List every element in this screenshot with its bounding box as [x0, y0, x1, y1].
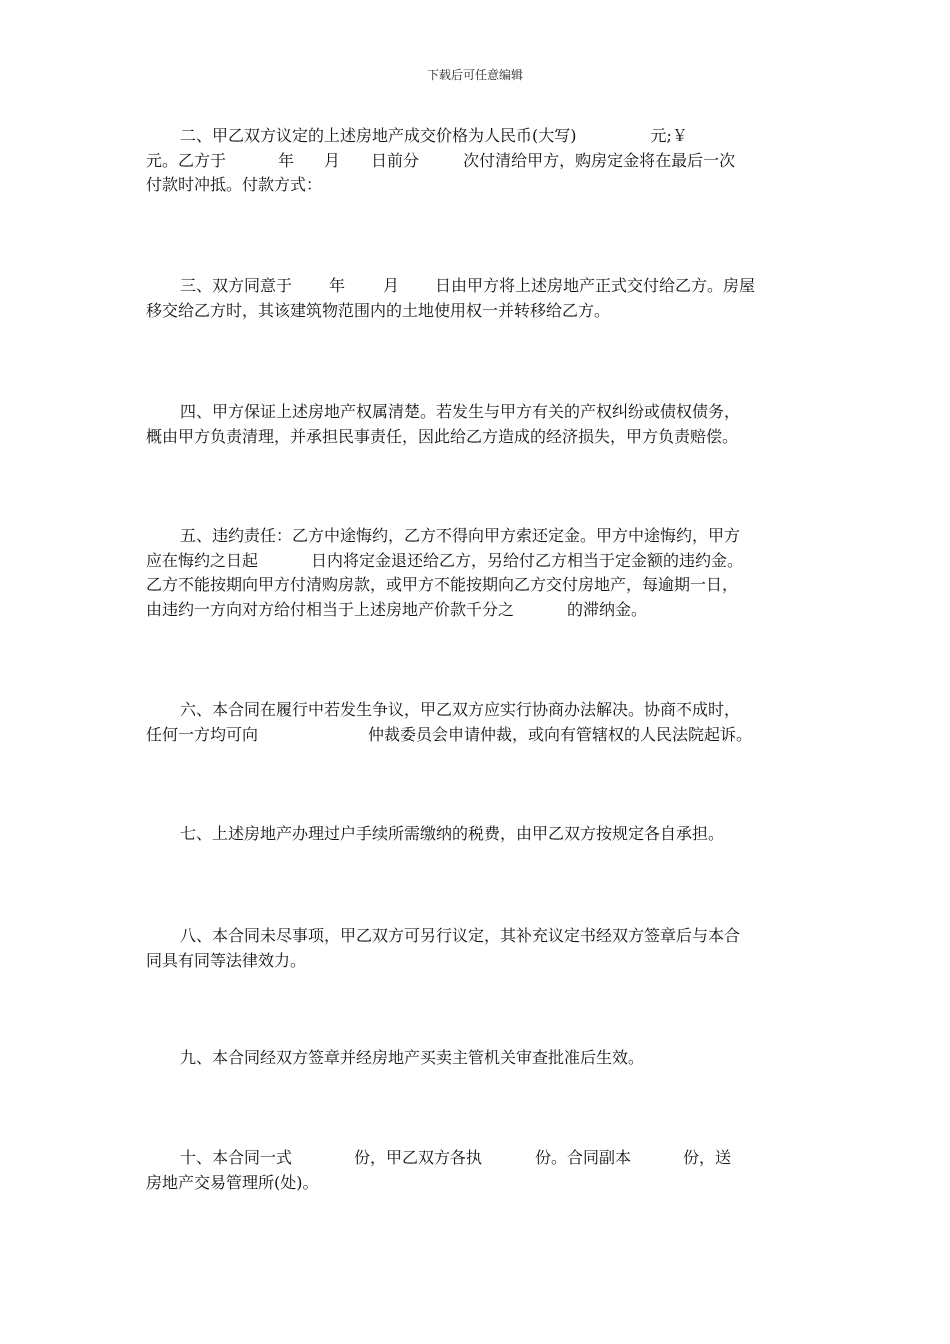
clause-5-line-4: 由违约一方向对方给付相当于上述房地产价款千分之 的滞纳金。 [146, 599, 648, 619]
clause-4 [146, 400, 806, 449]
clause-2-line-1: 二、甲乙双方议定的上述房地产成交价格为人民币(大写) 元;￥ [180, 126, 688, 145]
clause-9 [146, 1046, 806, 1071]
clause-3-line-1: 三、双方同意于 年 月 日由甲方将上述房地产正式交付给乙方。房屋 [180, 276, 756, 295]
clause-5-line-3: 乙方不能按期向甲方付清购房款，或甲方不能按期向乙方交付房地产，每逾期一日， [146, 575, 739, 594]
clause-7-line-1: 七、上述房地产办理过户手续所需缴纳的税费，由甲乙双方按规定各自承担。 [180, 824, 725, 843]
clause-2 [146, 124, 806, 198]
clause-7 [146, 822, 806, 847]
clause-8 [146, 924, 806, 973]
clause-5-line-1: 五、违约责任：乙方中途悔约，乙方不得向甲方索还定金。甲方中途悔约，甲方 [180, 526, 741, 545]
clause-10-line-2: 房地产交易管理所(处)。 [146, 1172, 319, 1192]
clause-8-line-2: 同具有同等法律效力。 [146, 950, 307, 970]
clause-5-line-2: 应在悔约之日起 日内将定金退还给乙方，另给付乙方相当于定金额的违约金。 [146, 550, 744, 570]
clause-4-line-2: 概由甲方负责清理，并承担民事责任，因此给乙方造成的经济损失，甲方负责赔偿。 [146, 426, 739, 446]
clause-3 [146, 274, 806, 323]
clause-5 [146, 524, 806, 622]
clause-10 [146, 1146, 806, 1195]
clause-2-line-2: 元。乙方于 年 月 日前分 次付清给甲方，购房定金将在最后一次 [146, 150, 736, 170]
clause-3-line-2: 移交给乙方时，其该建筑物范围内的土地使用权一并转移给乙方。 [146, 300, 611, 320]
clause-9-line-1: 九、本合同经双方签章并经房地产买卖主管机关审查批准后生效。 [180, 1048, 645, 1067]
clause-6-line-2: 任何一方均可向 仲裁委员会申请仲裁，或向有管辖权的人民法院起诉。 [146, 724, 753, 744]
clause-2-line-3: 付款时冲抵。付款方式： [146, 175, 323, 194]
clause-6 [146, 698, 806, 747]
clause-4-line-1: 四、甲方保证上述房地产权属清楚。若发生与甲方有关的产权纠纷或债权债务， [180, 402, 741, 421]
header-note: 下载后可任意编辑 [426, 68, 523, 82]
clause-8-line-1: 八、本合同未尽事项，甲乙双方可另行议定，其补充议定书经双方签章后与本合 [180, 926, 741, 945]
clause-6-line-1: 六、本合同在履行中若发生争议，甲乙双方应实行协商办法解决。协商不成时， [180, 700, 741, 719]
clause-10-line-1: 十、本合同一式 份，甲乙双方各执 份。合同副本 份，送 [180, 1148, 732, 1167]
